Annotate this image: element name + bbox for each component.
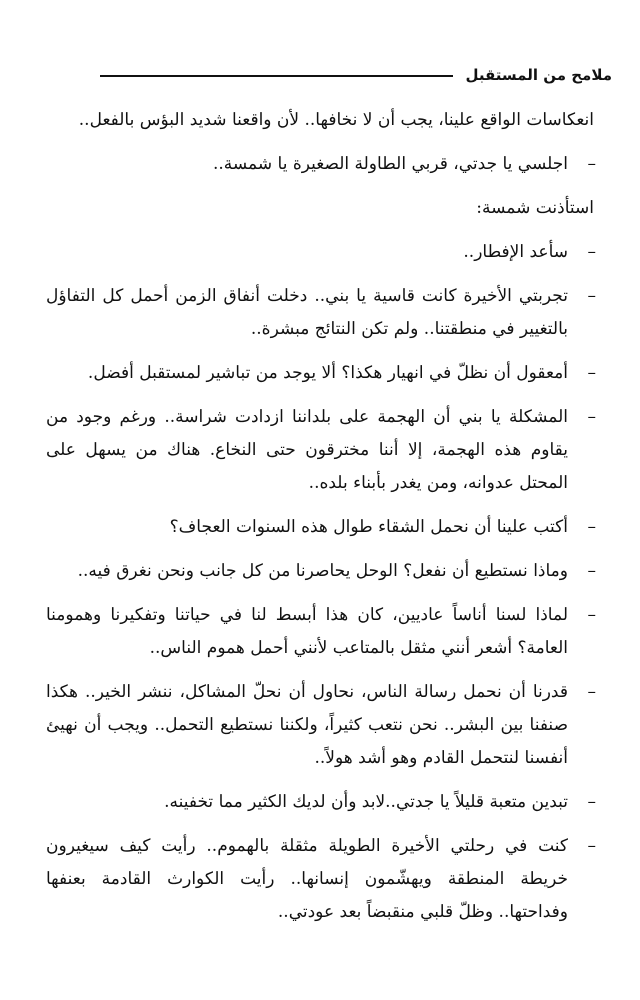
dialogue-text: المشكلة يا بني أن الهجمة على بلداننا ازدادت شراسة.. ورغم وجود من يقاوم هذه الهجمة، إلا أننا مخترقون حتى النخاع. هناك من يسهل على المحتل عدوانه، ومن يغدر بأبناء بلده.. bbox=[46, 407, 568, 493]
dialogue-text: لماذا لسنا أناساً عاديين، كان هذا أبسط لنا في حياتنا وتفكيرنا وهمومنا العامة؟ أشعر أنني مثقل بالمتاعب لأنني أحمل هموم الناس.. bbox=[46, 605, 568, 658]
running-header bbox=[100, 60, 612, 90]
dialogue-line bbox=[46, 786, 594, 819]
paragraph: انعكاسات الواقع علينا، يجب أن لا نخافها.. لأن واقعنا شديد البؤس بالفعل.. bbox=[78, 110, 594, 130]
dialogue-text: اجلسي يا جدتي، قربي الطاولة الصغيرة يا شمسة.. bbox=[212, 154, 568, 174]
dialogue-line bbox=[46, 148, 594, 181]
dialogue-line bbox=[46, 830, 594, 929]
dialogue-text: أكتب علينا أن نحمل الشقاء طوال هذه السنوات العجاف؟ bbox=[169, 517, 568, 537]
dialogue-line bbox=[46, 357, 594, 390]
dialogue-text: قدرنا أن نحمل رسالة الناس، نحاول أن نحلّ المشاكل، ننشر الخير.. هكذا صنفنا بين البشر.. نحن نتعب كثيراً، ولكننا نستطيع التحمل.. ويجب أن نهيئ أنفسنا لنتحمل القادم وهو أشد هولاً.. bbox=[46, 682, 568, 768]
dialogue-dash: – bbox=[587, 605, 596, 625]
dialogue-dash: – bbox=[587, 836, 596, 856]
chapter-title: ملامح من المستقبل bbox=[465, 66, 612, 84]
dialogue-line bbox=[46, 676, 594, 775]
dialogue-line bbox=[46, 401, 594, 500]
dialogue-dash: – bbox=[587, 792, 596, 812]
dialogue-text: سأعد الإفطار.. bbox=[463, 242, 568, 262]
page-body bbox=[46, 104, 594, 940]
dialogue-line bbox=[46, 555, 594, 588]
paragraph: استأذنت شمسة: bbox=[476, 198, 594, 218]
dialogue-line bbox=[46, 236, 594, 269]
dialogue-text: وماذا نستطيع أن نفعل؟ الوحل يحاصرنا من كل جانب ونحن نغرق فيه.. bbox=[77, 561, 568, 581]
dialogue-dash: – bbox=[587, 407, 596, 427]
dialogue-line bbox=[46, 511, 594, 544]
dialogue-line bbox=[46, 599, 594, 665]
dialogue-text: تجربتي الأخيرة كانت قاسية يا بني.. دخلت أنفاق الزمن أحمل كل التفاؤل بالتغيير في منطقتنا.. ولم تكن النتائج مبشرة.. bbox=[46, 286, 568, 339]
header-rule bbox=[100, 75, 453, 77]
dialogue-text: أمعقول أن نظلّ في انهيار هكذا؟ ألا يوجد من تباشير لمستقبل أفضل. bbox=[87, 363, 568, 383]
dialogue-dash: – bbox=[587, 682, 596, 702]
dialogue-dash: – bbox=[587, 242, 596, 262]
dialogue-dash: – bbox=[587, 517, 596, 537]
dialogue-dash: – bbox=[587, 154, 596, 174]
dialogue-dash: – bbox=[587, 286, 596, 306]
dialogue-text: كنت في رحلتي الأخيرة الطويلة مثقلة بالهموم.. رأيت كيف سيغيرون خريطة المنطقة ويهشّمون إنسانها.. رأيت الكوارث القادمة بعنفها وفداحتها.. وظلّ قلبي منقبضاً بعد عودتي.. bbox=[46, 836, 568, 922]
dialogue-dash: – bbox=[587, 561, 596, 581]
dialogue-dash: – bbox=[587, 363, 596, 383]
dialogue-line bbox=[46, 280, 594, 346]
dialogue-text: تبدين متعبة قليلاً يا جدتي..لابد وأن لديك الكثير مما تخفينه. bbox=[164, 792, 568, 812]
